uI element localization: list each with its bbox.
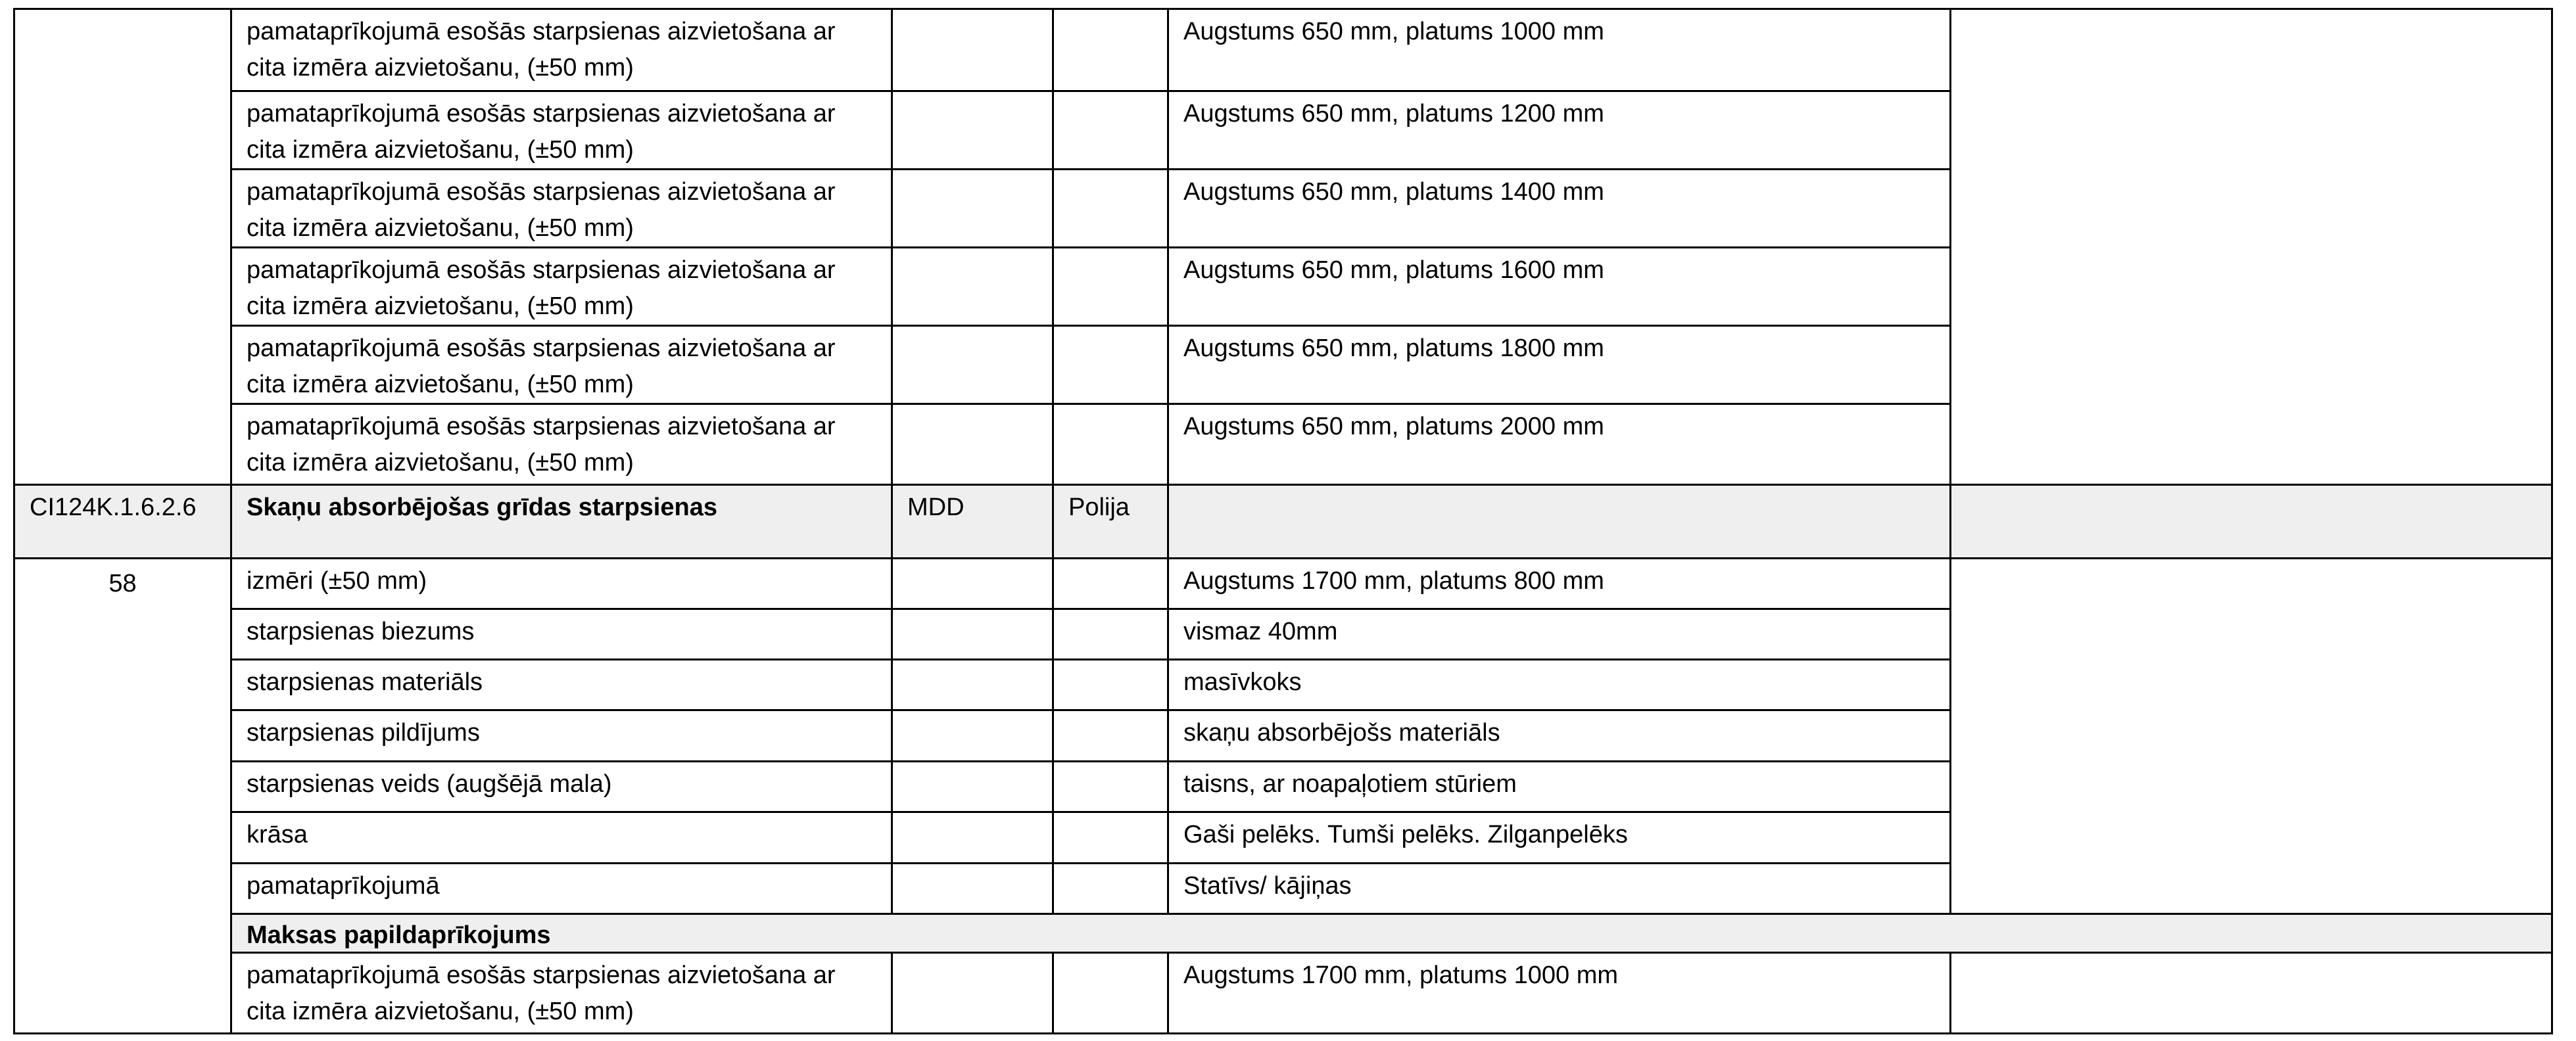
value-cell: vismaz 40mm	[1168, 609, 1951, 660]
section-code: CI124K.1.6.2.6	[14, 485, 231, 559]
value-cell: Augstums 650 mm, platums 1000 mm	[1168, 9, 1951, 91]
param-cell: pamataprīkojumā esošās starpsienas aizvietošana ar cita izmēra aizvietošanu, (±50 mm)	[231, 953, 892, 1034]
item-number: 58	[14, 559, 231, 1034]
value-cell: Statīvs/ kājiņas	[1168, 864, 1951, 914]
maker-cell	[892, 660, 1053, 710]
value-cell: Augstums 650 mm, platums 1800 mm	[1168, 326, 1951, 404]
country-cell	[1053, 953, 1168, 1034]
maker-cell	[892, 170, 1053, 248]
code-cell-empty	[14, 9, 231, 485]
param-cell: izmēri (±50 mm)	[231, 559, 892, 609]
section-maker: MDD	[892, 485, 1053, 559]
param-cell: pamataprīkojumā esošās starpsienas aizvietošana ar cita izmēra aizvietošanu, (±50 mm)	[231, 248, 892, 326]
maker-cell	[892, 864, 1053, 914]
param-cell: pamataprīkojumā esošās starpsienas aizvietošana ar cita izmēra aizvietošanu, (±50 mm)	[231, 170, 892, 248]
param-cell: pamataprīkojumā esošās starpsienas aizvietošana ar cita izmēra aizvietošanu, (±50 mm)	[231, 9, 892, 91]
param-cell: pamataprīkojumā esošās starpsienas aizvietošana ar cita izmēra aizvietošanu, (±50 mm)	[231, 326, 892, 404]
maker-cell	[892, 9, 1053, 91]
maker-cell	[892, 710, 1053, 762]
country-cell	[1053, 404, 1168, 485]
value-cell: Augstums 1700 mm, platums 1000 mm	[1168, 953, 1951, 1034]
value-cell: taisns, ar noapaļotiem stūriem	[1168, 762, 1951, 812]
extras-heading: Maksas papildaprīkojums	[231, 914, 2552, 953]
value-cell: masīvkoks	[1168, 660, 1951, 710]
section-value-empty	[1168, 485, 1951, 559]
country-cell	[1053, 91, 1168, 170]
country-cell	[1053, 762, 1168, 812]
specification-table	[13, 8, 2553, 1034]
country-cell	[1053, 609, 1168, 660]
value-cell: Augstums 1700 mm, platums 800 mm	[1168, 559, 1951, 609]
country-cell	[1053, 864, 1168, 914]
maker-cell	[892, 609, 1053, 660]
maker-cell	[892, 326, 1053, 404]
param-cell: starpsienas biezums	[231, 609, 892, 660]
country-cell	[1053, 559, 1168, 609]
maker-cell	[892, 559, 1053, 609]
country-cell	[1053, 9, 1168, 91]
value-cell: Augstums 650 mm, platums 1600 mm	[1168, 248, 1951, 326]
maker-cell	[892, 248, 1053, 326]
country-cell	[1053, 660, 1168, 710]
table-row	[14, 953, 2552, 1034]
value-cell: skaņu absorbējošs materiāls	[1168, 710, 1951, 762]
notes-cell	[1951, 9, 2552, 485]
param-cell: pamataprīkojumā esošās starpsienas aizvietošana ar cita izmēra aizvietošanu, (±50 mm)	[231, 91, 892, 170]
section-title: Skaņu absorbējošas grīdas starpsienas	[231, 485, 892, 559]
maker-cell	[892, 812, 1053, 864]
maker-cell	[892, 953, 1053, 1034]
value-cell: Augstums 650 mm, platums 1400 mm	[1168, 170, 1951, 248]
value-cell: Augstums 650 mm, platums 1200 mm	[1168, 91, 1951, 170]
notes-cell	[1951, 953, 2552, 1034]
param-cell: krāsa	[231, 812, 892, 864]
value-cell: Gaši pelēks. Tumši pelēks. Zilganpelēks	[1168, 812, 1951, 864]
maker-cell	[892, 91, 1053, 170]
param-cell: pamataprīkojumā	[231, 864, 892, 914]
country-cell	[1053, 170, 1168, 248]
notes-cell	[1951, 559, 2552, 914]
section-notes-empty	[1951, 485, 2552, 559]
country-cell	[1053, 248, 1168, 326]
country-cell	[1053, 326, 1168, 404]
table-row	[14, 9, 2552, 91]
param-cell: starpsienas materiāls	[231, 660, 892, 710]
country-cell	[1053, 710, 1168, 762]
value-cell: Augstums 650 mm, platums 2000 mm	[1168, 404, 1951, 485]
section-header-row	[14, 485, 2552, 559]
param-cell: starpsienas pildījums	[231, 710, 892, 762]
param-cell: pamataprīkojumā esošās starpsienas aizvietošana ar cita izmēra aizvietošanu, (±50 mm)	[231, 404, 892, 485]
param-cell: starpsienas veids (augšējā mala)	[231, 762, 892, 812]
extras-heading-row	[14, 914, 2552, 953]
section-country: Polija	[1053, 485, 1168, 559]
country-cell	[1053, 812, 1168, 864]
maker-cell	[892, 762, 1053, 812]
maker-cell	[892, 404, 1053, 485]
table-row	[14, 559, 2552, 609]
